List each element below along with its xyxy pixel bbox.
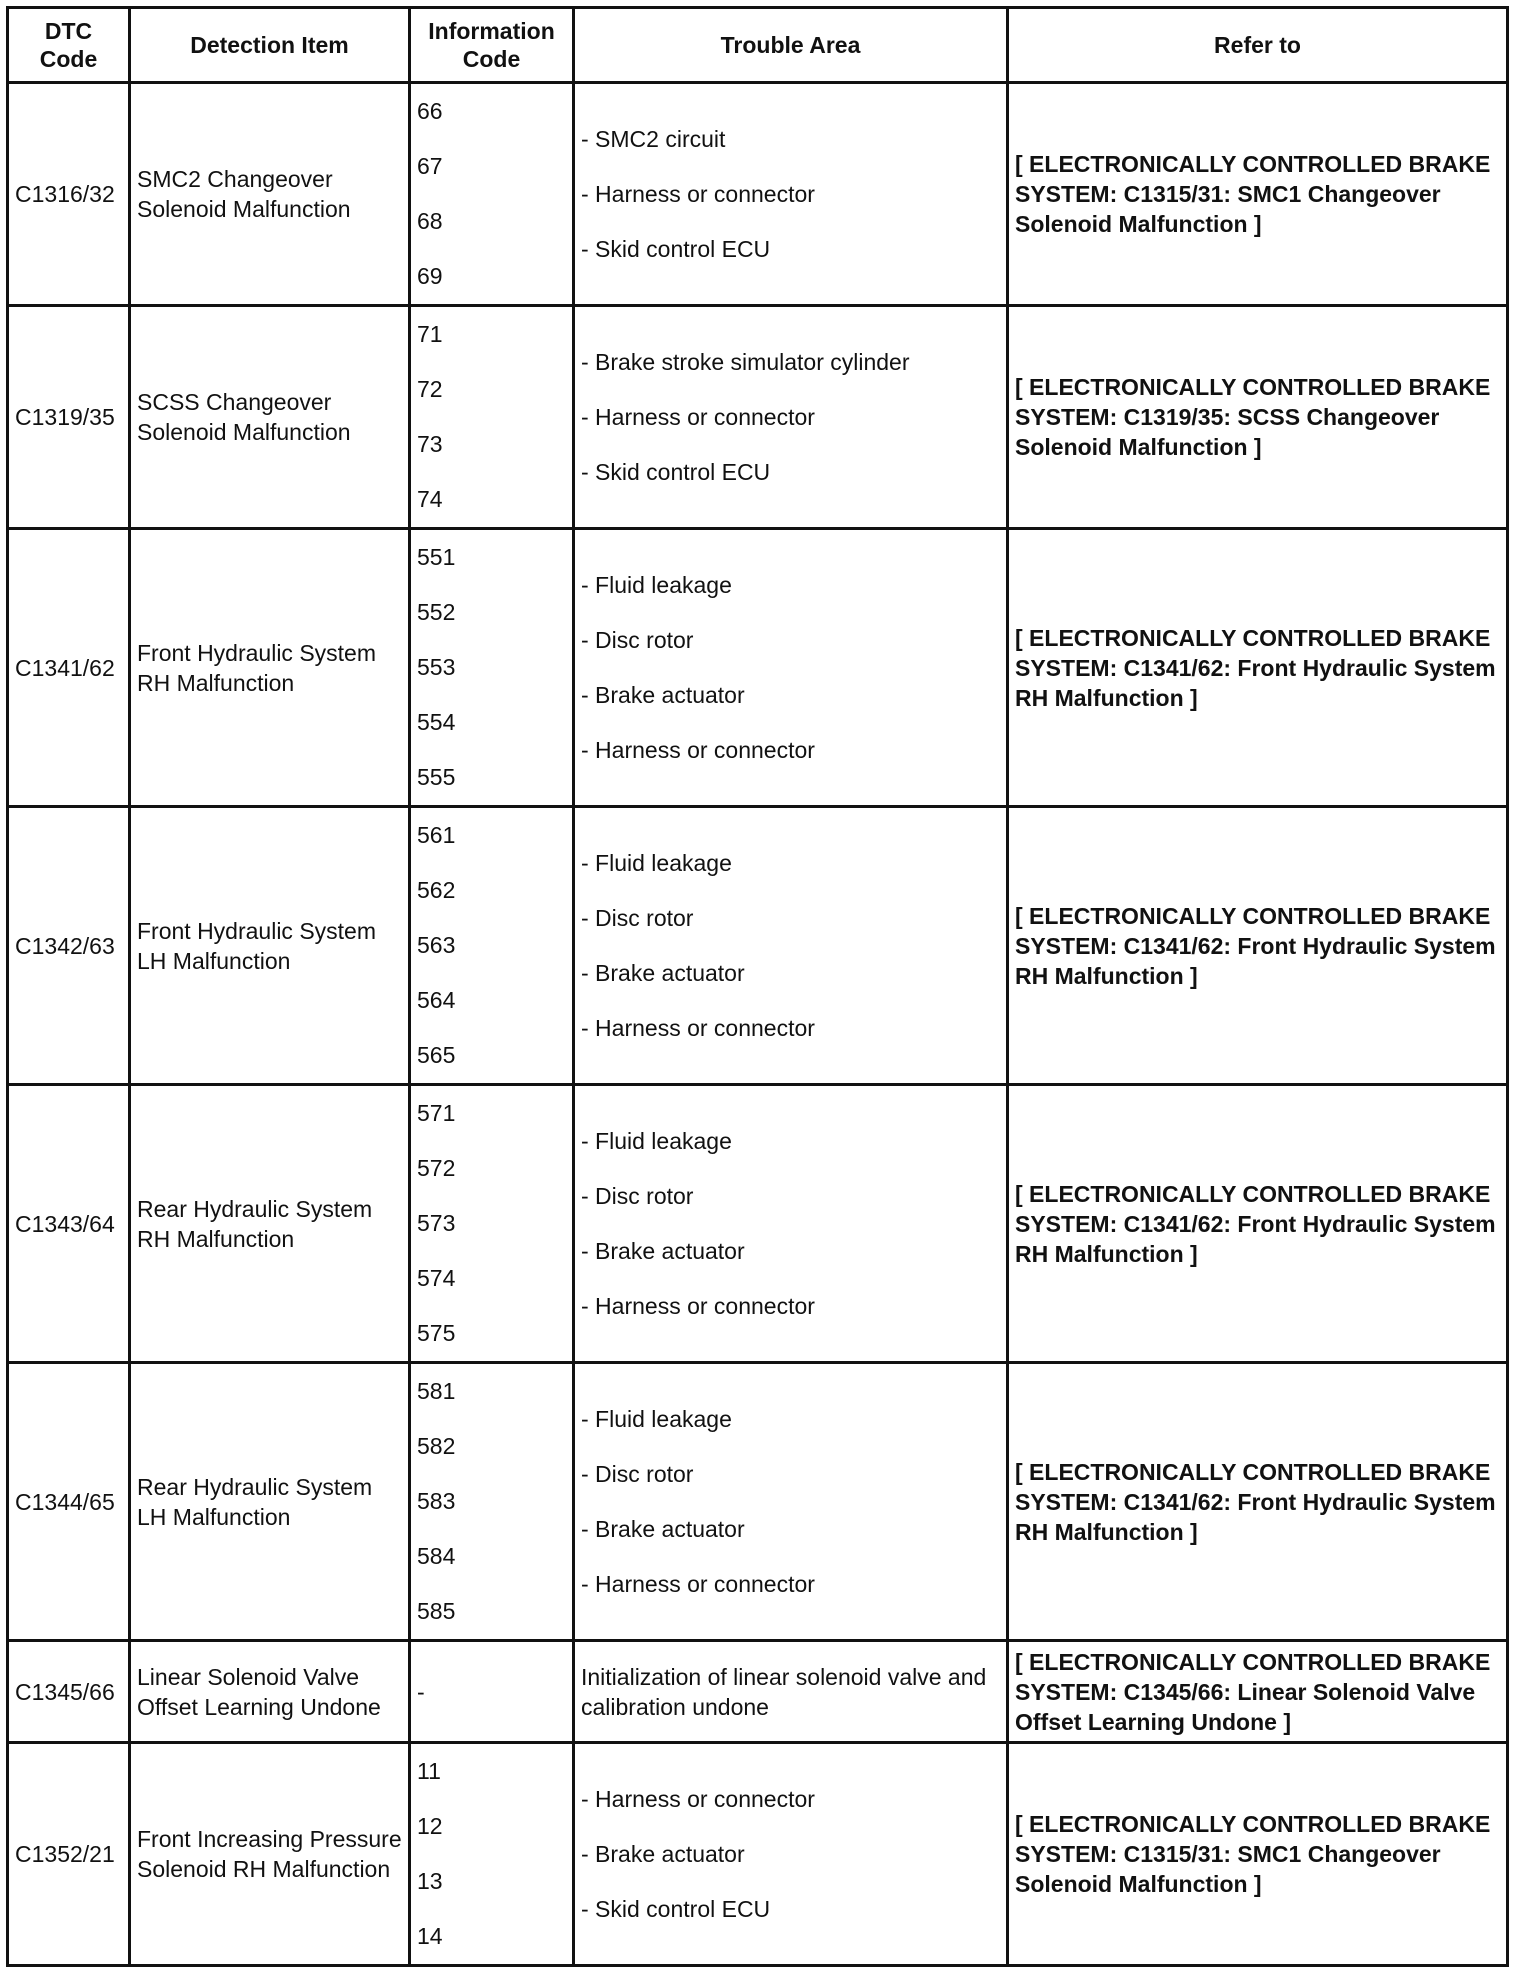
- information-code: 561: [417, 822, 456, 848]
- refer-to-link[interactable]: [ ELECTRONICALLY CONTROLLED BRAKE SYSTEM: C1315/31: SMC1 Changeover Solenoid Malfunction ]: [1008, 83, 1508, 306]
- trouble-area-item: - Fluid leakage: [581, 849, 732, 876]
- information-code: 552: [417, 599, 456, 625]
- trouble-area-item: - Brake actuator: [581, 959, 745, 986]
- trouble-area-item: - Disc rotor: [581, 626, 694, 653]
- trouble-area-item: - Brake stroke simulator cylinder: [581, 348, 910, 375]
- trouble-area-cell: [574, 1743, 1008, 1966]
- detection-item-cell: SCSS Changeover Solenoid Malfunction: [130, 306, 410, 529]
- dtc-code-cell: C1319/35: [8, 306, 130, 529]
- information-code: 572: [417, 1155, 456, 1181]
- trouble-area-cell: [574, 306, 1008, 529]
- information-code: 68: [417, 208, 443, 234]
- information-code: 562: [417, 877, 456, 903]
- information-code: 581: [417, 1378, 456, 1404]
- refer-to-link[interactable]: [ ELECTRONICALLY CONTROLLED BRAKE SYSTEM: C1319/35: SCSS Changeover Solenoid Malfunction ]: [1008, 306, 1508, 529]
- information-code-cell: [410, 529, 574, 807]
- information-code-cell: [410, 807, 574, 1085]
- trouble-area-item: - Harness or connector: [581, 736, 815, 763]
- table-row: [8, 306, 1508, 529]
- trouble-area-cell: [574, 807, 1008, 1085]
- information-code: 12: [417, 1813, 443, 1839]
- information-code: 583: [417, 1488, 456, 1514]
- trouble-area-item: - Fluid leakage: [581, 1405, 732, 1432]
- information-code: 69: [417, 263, 443, 289]
- information-code: 14: [417, 1923, 443, 1949]
- dtc-code-cell: C1352/21: [8, 1743, 130, 1966]
- information-code: 553: [417, 654, 456, 680]
- information-code: 582: [417, 1433, 456, 1459]
- detection-item-cell: Linear Solenoid Valve Offset Learning Undone: [130, 1641, 410, 1743]
- refer-to-link[interactable]: [ ELECTRONICALLY CONTROLLED BRAKE SYSTEM: C1315/31: SMC1 Changeover Solenoid Malfunction ]: [1008, 1743, 1508, 1966]
- trouble-area-item: - Brake actuator: [581, 1237, 745, 1264]
- trouble-area-item: - Skid control ECU: [581, 1895, 771, 1922]
- trouble-area-item: - Harness or connector: [581, 1785, 815, 1812]
- information-code: 66: [417, 98, 443, 124]
- trouble-area-cell: [574, 1641, 1008, 1743]
- information-code: 67: [417, 153, 443, 179]
- information-code-cell: [410, 1641, 574, 1743]
- dtc-table: [6, 6, 1509, 1967]
- information-code: 11: [417, 1758, 441, 1784]
- information-code: 554: [417, 709, 456, 735]
- information-code: 574: [417, 1265, 456, 1291]
- information-code: 585: [417, 1598, 456, 1624]
- detection-item-cell: Rear Hydraulic System RH Malfunction: [130, 1085, 410, 1363]
- information-code-cell: [410, 1363, 574, 1641]
- detection-item-cell: Front Hydraulic System LH Malfunction: [130, 807, 410, 1085]
- table-row: [8, 807, 1508, 1085]
- detection-item-cell: Rear Hydraulic System LH Malfunction: [130, 1363, 410, 1641]
- information-code: 72: [417, 376, 443, 402]
- information-code: 584: [417, 1543, 456, 1569]
- information-code: 573: [417, 1210, 456, 1236]
- trouble-area-item: - Fluid leakage: [581, 571, 732, 598]
- trouble-area-item: - Disc rotor: [581, 1182, 694, 1209]
- information-code-cell: [410, 1743, 574, 1966]
- dtc-code-cell: C1341/62: [8, 529, 130, 807]
- trouble-area-cell: [574, 1085, 1008, 1363]
- trouble-area-item: - Disc rotor: [581, 1460, 694, 1487]
- information-code: 71: [417, 321, 443, 347]
- information-code: 555: [417, 764, 456, 790]
- trouble-area-item: - Skid control ECU: [581, 458, 771, 485]
- information-code: 73: [417, 431, 443, 457]
- information-code: 13: [417, 1868, 443, 1894]
- header-trouble-area: Trouble Area: [574, 8, 1008, 83]
- information-code: -: [417, 1678, 425, 1705]
- table-row: [8, 1743, 1508, 1966]
- table-row: [8, 1641, 1508, 1743]
- table-row: [8, 1085, 1508, 1363]
- dtc-code-cell: C1345/66: [8, 1641, 130, 1743]
- table-row: [8, 529, 1508, 807]
- trouble-area-item: - Harness or connector: [581, 403, 815, 430]
- dtc-code-cell: C1342/63: [8, 807, 130, 1085]
- trouble-area-item: Initialization of linear solenoid valve and calibration undone: [581, 1663, 987, 1720]
- trouble-area-item: - Brake actuator: [581, 1515, 745, 1542]
- dtc-code-cell: C1344/65: [8, 1363, 130, 1641]
- refer-to-link[interactable]: [ ELECTRONICALLY CONTROLLED BRAKE SYSTEM: C1341/62: Front Hydraulic System RH Malfunction ]: [1008, 529, 1508, 807]
- trouble-area-item: - SMC2 circuit: [581, 125, 726, 152]
- information-code-cell: [410, 306, 574, 529]
- information-code: 564: [417, 987, 456, 1013]
- information-code: 551: [417, 544, 456, 570]
- trouble-area-item: - Harness or connector: [581, 1292, 815, 1319]
- information-code: 565: [417, 1042, 456, 1068]
- information-code: 74: [417, 486, 443, 512]
- header-refer-to: Refer to: [1008, 8, 1508, 83]
- refer-to-link[interactable]: [ ELECTRONICALLY CONTROLLED BRAKE SYSTEM: C1341/62: Front Hydraulic System RH Malfunction ]: [1008, 1363, 1508, 1641]
- information-code-cell: [410, 1085, 574, 1363]
- trouble-area-item: - Disc rotor: [581, 904, 694, 931]
- trouble-area-cell: [574, 83, 1008, 306]
- trouble-area-item: - Brake actuator: [581, 681, 745, 708]
- dtc-code-cell: C1343/64: [8, 1085, 130, 1363]
- header-detection-item: Detection Item: [130, 8, 410, 83]
- trouble-area-cell: [574, 529, 1008, 807]
- trouble-area-item: - Harness or connector: [581, 1014, 815, 1041]
- detection-item-cell: SMC2 Changeover Solenoid Malfunction: [130, 83, 410, 306]
- trouble-area-item: - Brake actuator: [581, 1840, 745, 1867]
- information-code-cell: [410, 83, 574, 306]
- information-code: 571: [417, 1100, 456, 1126]
- information-code: 563: [417, 932, 456, 958]
- header-dtc-code: DTC Code: [8, 8, 130, 83]
- header-information-code: Information Code: [410, 8, 574, 83]
- refer-to-link[interactable]: [ ELECTRONICALLY CONTROLLED BRAKE SYSTEM: C1345/66: Linear Solenoid Valve Offset Learning Undone ]: [1008, 1641, 1508, 1743]
- detection-item-cell: Front Hydraulic System RH Malfunction: [130, 529, 410, 807]
- trouble-area-item: - Harness or connector: [581, 180, 815, 207]
- trouble-area-cell: [574, 1363, 1008, 1641]
- trouble-area-item: - Harness or connector: [581, 1570, 815, 1597]
- trouble-area-item: - Fluid leakage: [581, 1127, 732, 1154]
- detection-item-cell: Front Increasing Pressure Solenoid RH Malfunction: [130, 1743, 410, 1966]
- information-code: 575: [417, 1320, 456, 1346]
- table-row: [8, 1363, 1508, 1641]
- trouble-area-item: - Skid control ECU: [581, 235, 771, 262]
- refer-to-link[interactable]: [ ELECTRONICALLY CONTROLLED BRAKE SYSTEM: C1341/62: Front Hydraulic System RH Malfunction ]: [1008, 807, 1508, 1085]
- header-row: [8, 8, 1508, 83]
- dtc-code-cell: C1316/32: [8, 83, 130, 306]
- refer-to-link[interactable]: [ ELECTRONICALLY CONTROLLED BRAKE SYSTEM: C1341/62: Front Hydraulic System RH Malfunction ]: [1008, 1085, 1508, 1363]
- table-row: [8, 83, 1508, 306]
